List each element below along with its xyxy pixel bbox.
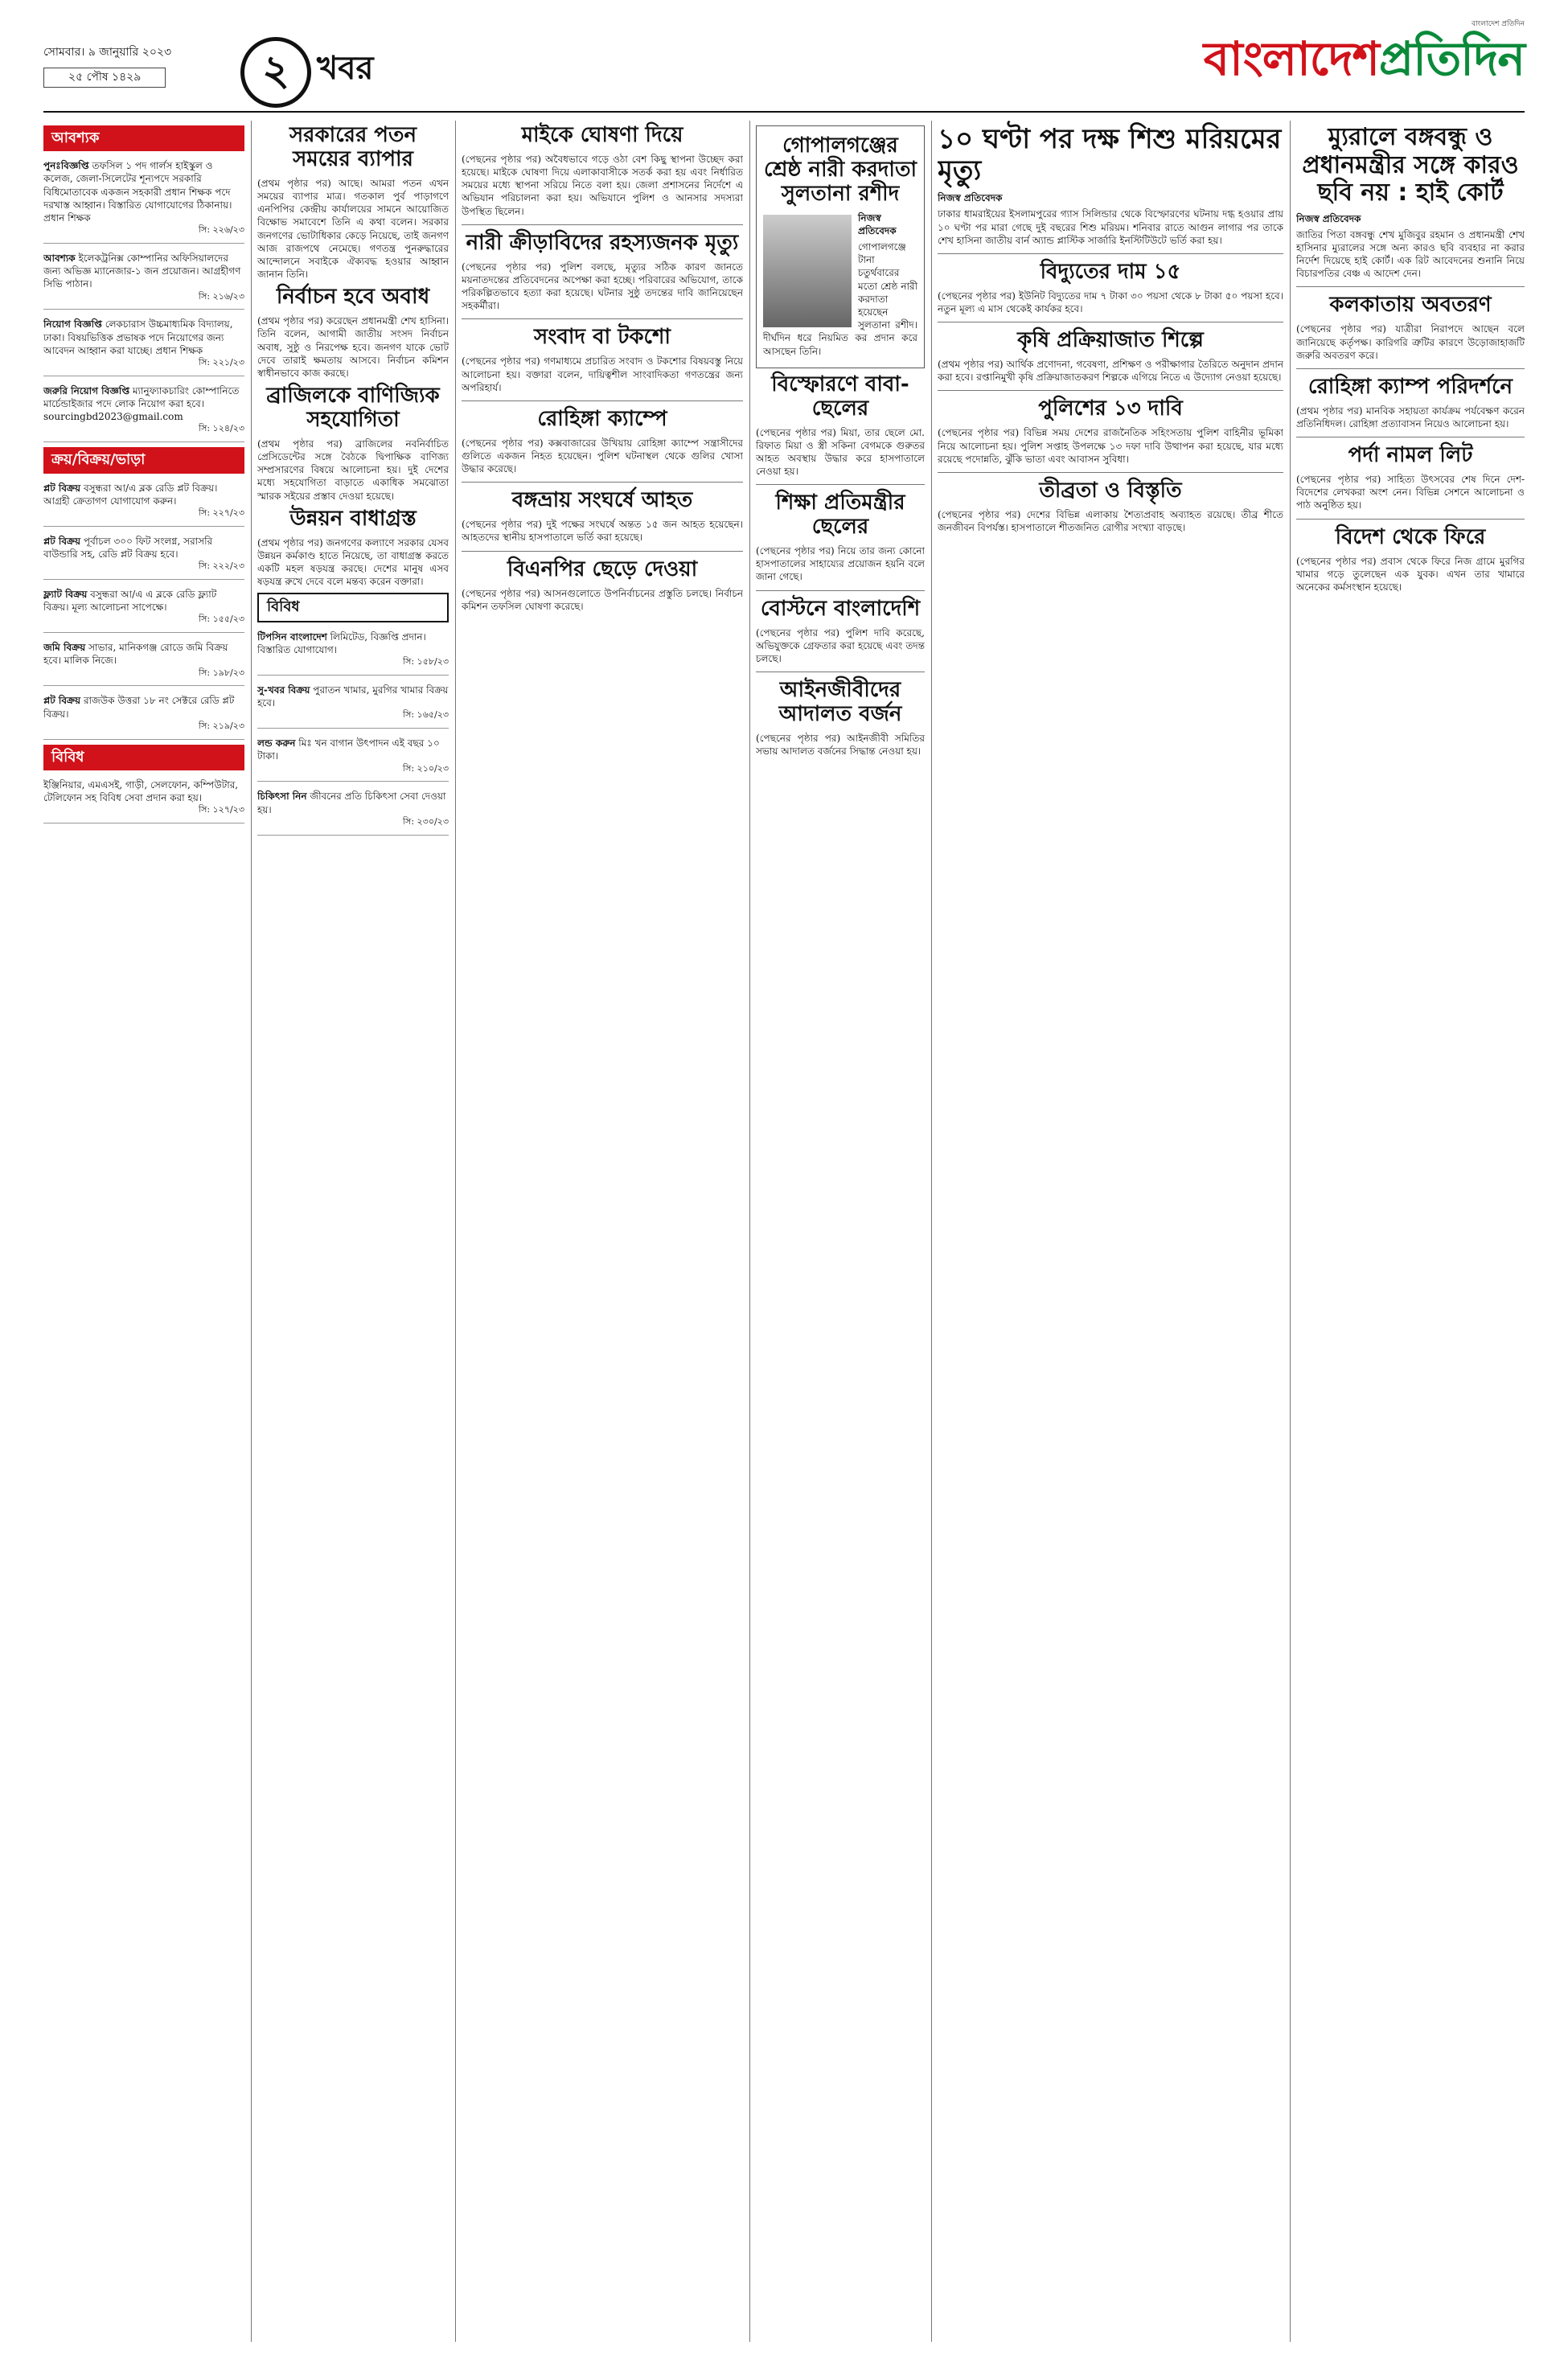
classified-ad [43,248,244,310]
headline: পুলিশের ১৩ দাবি [1038,396,1183,421]
ad-title: ফ্ল্যাট বিক্রয় [43,589,88,601]
divider [756,590,925,591]
misc-ad [43,775,244,824]
article-body: গোপালগঞ্জে টানা চতুর্থবারের মতো শ্রেষ্ঠ নারী করদাতা হয়েছেন সুলতানা রশীদ। দীর্ঘদিন ধরে নিয়মিত কর প্রদান করে আসছেন তিনি। [763,241,917,357]
headline: বিএনপির ছেড়ে দেওয়া [507,557,698,581]
article-body: (পেছনের পৃষ্ঠার পর) যাত্রীরা নিরাপদে আছেন বলে জানিয়েছে কর্তৃপক্ষ। কারিগরি ত্রুটির কারণে উড়োজাহাজটি জরুরি অবতরণ করে। [1296,323,1525,361]
byline: নিজস্ব প্রতিবেদক [858,212,897,236]
ad-title: জমি বিক্রয় [43,642,86,654]
ad-code: সি: ২২৬/২৩ [198,224,244,236]
divider [756,484,925,485]
classified-ad [43,381,244,442]
headline: গোপালগঞ্জের শ্রেষ্ঠ নারী করদাতা সুলতানা রশীদ [763,133,917,206]
buysell-ad [43,585,244,633]
ad-code: সি: ২১৯/২৩ [198,720,244,731]
ad-text: পূর্বাচল ৩০০ ফিট সংলগ্ন, সরাসরি বাউন্ডারি সহ, রেডি প্লট বিক্রয় হবে। [43,535,213,560]
ad-title: আবশ্যক [43,253,76,265]
headline: নির্বাচন হবে অবাধ [276,285,430,310]
news-column-5 [938,121,1283,2332]
ad-code: সি: ১৫৮/২৩ [402,656,449,667]
misc-ad [257,733,449,782]
ad-text: জীবনের প্রতি চিকিৎসা সেবা দেওয়া হয়। [257,791,446,815]
divider [938,472,1283,473]
article-body: (প্রথম পৃষ্ঠার পর) আছে। আমরা পতন এখন সময়ের ব্যাপার মাত্র। গতকাল পুর্ব পাড়াগণে এনপিপির কেন্দ্রীয় কার্যালয়ের সামনে আয়োজিত বিক্ষোভ সমাবেশে তিনি এ কথা বলেন। সরকার জনগণের ভোটাধিকার কেড়ে নিয়েছে, তাই জনগণ আজ রাজপথে নেমেছে। গণতন্ত্র পুনরুদ্ধারের আন্দোলনে সবাইকে ঐক্যবদ্ধ হওয়ার আহ্বান জানান তিনি। [257,177,449,281]
news-column-2 [257,121,449,2332]
article-body: (পেছনের পৃষ্ঠার পর) নিয়ে তার জন্য কোনো হাসপাতালের সাহায্যের প্রয়োজন হয়নি বলে জানা গেছে। [756,545,925,583]
buysell-ad [43,638,244,686]
ad-text: বসুন্ধরা আ/এ এ ব্লকে রেডি ফ্ল্যাট বিক্রয়। মূল্য আলোচনা সাপেক্ষে। [43,589,217,614]
classifieds-header: আবশ্যক [43,125,244,151]
headline: ম্যুরালে বঙ্গবন্ধু ও প্রধানমন্ত্রীর সঙ্গে কারও ছবি নয় : হাই কোর্ট [1302,123,1519,207]
classifieds-column [43,121,244,2332]
buysell-ad [43,691,244,739]
bangla-date: ২৫ পৌষ ১৪২৯ [43,68,166,88]
article-body: (পেছনের পৃষ্ঠার পর) সাহিত্য উৎসবের শেষ দিনে দেশ-বিদেশের লেখকরা অংশ নেন। বিভিন্ন সেশনে আলোচনা ও পাঠ অনুষ্ঠিত হয়। [1296,474,1525,511]
ad-code: সি: ২১০/২৩ [402,762,449,774]
ad-code: সি: ১৫৫/২৩ [198,614,244,625]
section-name: খবর [317,50,374,87]
article-body: (পেছনের পৃষ্ঠার পর) অবৈধভাবে গড়ে ওঠা বেশ কিছু স্থাপনা উচ্ছেদ করা হয়েছে। মাইকে ঘোষণা দিয়ে এলাকাবাসীকে সতর্ক করা হয় এবং নির্ধারিত সময়ের মধ্যে স্থাপনা সরিয়ে নিতে বলা হয়। জেলা প্রশাসনের নির্দেশে এ অভিযান পরিচালনা করা হয়। অভিযানে পুলিশ ও আনসার সদস্যরা উপস্থিত ছিলেন। [462,153,743,217]
ad-title: সু-খবর বিক্রয় [257,684,310,696]
divider [938,253,1283,254]
divider [462,224,743,225]
column-divider [749,121,750,2342]
article-body: (প্রথম পৃষ্ঠার পর) করেছেন প্রধানমন্ত্রী শেখ হাসিনা। তিনি বলেন, আগামী জাতীয় সংসদ নির্বাচন অবাধ, সুষ্ঠু ও নিরপেক্ষ হবে। জনগণ যাকে ভোট দেবে তারাই ক্ষমতায় আসবে। নির্বাচন কমিশন স্বাধীনভাবে কাজ করছে। [257,315,449,379]
news-column-6 [1296,121,1525,2332]
ad-code: সি: ২১৬/২৩ [198,290,244,302]
logo-part-2: প্রতিদিন [1378,31,1525,86]
ad-title: নিয়োগ বিজ্ঞপ্তি [43,318,102,331]
masthead-rule [43,111,1525,113]
divider [462,551,743,552]
column-divider [455,121,456,2342]
article-body: (পেছনের পৃষ্ঠার পর) বিভিন্ন সময় দেশের রাজনৈতিক সহিংসতায় পুলিশ বাহিনীর ভূমিকা নিয়ে আলোচনা হয়। পুলিশ সপ্তাহ উপলক্ষে ১৩ দফা দাবি উত্থাপন করা হয়েছে, যার মধ্যে রয়েছে পদোন্নতি, ঝুঁকি ভাতা এবং আবাসন সুবিধা। [938,427,1283,465]
column-divider [1290,121,1291,2342]
headline: আইনজীবীদের আদালত বর্জন [778,678,902,726]
article-body: (প্রথম পৃষ্ঠার পর) জনগণের কল্যাণে সরকার যেসব উন্নয়ন কর্মকাণ্ড হাতে নিয়েছে, তা বাধাগ্রস্ত করতে একটি মহল ষড়যন্ত্র করছে। দেশের মানুষ এসব ষড়যন্ত্র রুখে দেবে বলে মন্তব্য করেন বক্তারা। [257,536,449,588]
ad-text: লিমিটেড, বিজ্ঞপ্তি প্রদান। বিস্তারিত যোগাযোগ। [257,630,426,655]
headline: বঙ্গভ্রায় সংঘর্ষে আহত [511,488,693,513]
ad-title: প্লট বিক্রয় [43,535,81,547]
article-body: (প্রথম পৃষ্ঠার পর) মানবিক সহায়তা কার্যক্রম পর্যবেক্ষণ করেন প্রতিনিধিদল। রোহিঙ্গা প্রত্যাবাসন নিয়েও আলোচনা হয়। [1296,405,1525,429]
divider [938,390,1283,391]
ad-text: রাজউক উত্তরা ১৮ নং সেক্টরে রেডি প্লট বিক্রয়। [43,695,235,720]
article-body: (পেছনের পৃষ্ঠার পর) পুলিশ দাবি করেছে, অভিযুক্তকে গ্রেফতার করা হয়েছে এবং তদন্ত চলছে। [756,626,925,664]
headline: উন্নয়ন বাধাগ্রস্ত [289,506,417,531]
ad-title: প্লট বিক্রয় [43,482,81,494]
article-body: (প্রথম পৃষ্ঠার পর) ব্রাজিলের নবনির্বাচিত প্রেসিডেন্টের সঙ্গে বৈঠকে দ্বিপাক্ষিক বাণিজ্য সম্প্রসারণের বিষয়ে আলোচনা হয়। দুই দেশের মধ্যে সহযোগিতা বাড়াতে একাধিক সমঝোতা স্মারক সইয়ের প্রস্তাব দেওয়া হয়েছে। [257,437,449,502]
headline: কলকাতায় অবতরণ [1329,293,1492,318]
ad-code: সি: ১৬৫/২৩ [402,709,449,721]
article-body: (পেছনের পৃষ্ঠার পর) প্রবাস থেকে ফিরে নিজ গ্রামে মুরগির খামার গড়ে তুলেছেন এক যুবক। এখন তার খামারে অনেকের কর্মসংস্থান হয়েছে। [1296,555,1525,593]
classified-ad [43,314,244,376]
divider [462,400,743,401]
headline: বিস্ফোরণে বাবা-ছেলের [771,372,909,421]
divider [1296,519,1525,520]
ad-text: সাভার, মানিকগঞ্জ রোডে জমি বিক্রয় হবে। মালিক নিজে। [43,642,228,667]
headline: সংবাদ বা টকশো [534,325,671,350]
ad-code: সি: ২২৭/২৩ [198,507,244,518]
headline: পর্দা নামল লিট [1348,443,1473,468]
ad-text: পুরাতন খামার, মুরগির খামার বিক্রয় হবে। [257,684,449,709]
ad-text: মিঃ খন বাগান উৎপাদন এই বছর ১০ টাকা। [257,737,440,762]
misc-ad [257,627,449,676]
ad-title: চিকিৎসা নিন [257,791,307,803]
buysell-header: ক্রয়/বিক্রয়/ভাড়া [43,447,244,473]
ad-text: লেকচারাস উচ্চমাধ্যমিক বিদ্যালয়, ঢাকা। বিষয়ভিত্তিক প্রভাষক পদে নিয়োগের জন্য আবেদন আহ্বান করা যাচ্ছে। প্রধান শিক্ষক [43,318,233,356]
ad-title: লন্ড করুন [257,737,296,750]
headline: রোহিঙ্গা ক্যাম্প পরিদর্শনে [1307,374,1513,399]
ad-code: সি: ১২৭/২৩ [198,804,244,815]
article-body: (পেছনের পৃষ্ঠার পর) দুই পক্ষের সংঘর্ষে অন্তত ১৫ জন আহত হয়েছেন। আহতদের স্থানীয় হাসপাতালে ভর্তি করা হয়েছে। [462,519,743,544]
headline: কৃষি প্রক্রিয়াজাত শিল্পে [1017,328,1204,353]
headline: বিদ্যুতের দাম ১৫ [1040,259,1181,284]
article-body: ঢাকার ধামরাইয়ের ইসলামপুরের গ্যাস সিলিন্ডার থেকে বিস্ফোরণের ঘটনায় দগ্ধ হওয়ার প্রায় ১০ ঘণ্টা পর মারা গেছে দুই বছরের শিশু মরিয়ম। শনিবার রাতে আগুন লাগার পর তাকে শেখ হাসিনা জাতীয় বার্ন অ্যান্ড প্লাস্টিক সার্জারি ইনস্টিটিউটে ভর্তি করা হয়। [938,208,1283,246]
headline: মাইকে ঘোষণা দিয়ে [521,123,683,147]
logo-tagline: বাংলাদেশ প্রতিদিন [1471,20,1525,28]
publication-date: সোমবার। ৯ জানুয়ারি ২০২৩ [43,46,172,59]
portrait-photo [763,215,852,327]
article-body: (পেছনের পৃষ্ঠার পর) ইউনিট বিদ্যুতের দাম ৭ টাকা ৩০ পয়সা থেকে ৮ টাকা ৫০ পয়সা হবে। নতুন মূল্য এ মাস থেকেই কার্যকর হবে। [938,290,1283,315]
headline: নারী ক্রীড়াবিদের রহস্যজনক মৃত্যু [466,230,739,255]
ad-code: সি: ২২১/২৩ [198,357,244,368]
column-divider [251,121,252,2342]
article-body: জাতির পিতা বঙ্গবন্ধু শেখ মুজিবুর রহমান ও প্রধানমন্ত্রী শেখ হাসিনার ম্যুরালের সঙ্গে অন্য কারও ছবি ব্যবহার না করার নির্দেশ দিয়েছে হাই কোর্ট। এক রিট আবেদনের শুনানি নিয়ে বিচারপতির বেঞ্চ এ আদেশ দেন। [1296,228,1525,280]
ad-code: সি: ১৯৮/২৩ [198,667,244,678]
logo-part-1: বাংলাদেশ [1203,31,1379,86]
feature-box [756,125,925,368]
article-body: (পেছনের পৃষ্ঠার পর) মিয়া, তার ছেলে মো. রিফাত মিয়া ও স্ত্রী সকিনা বেগমকে গুরুতর আহত অবস্থায় উদ্ধার করে হাসপাতালে নেওয়া হয়। [756,426,925,478]
ad-text: তফসিল ১ পদ গার্লস হাইস্কুল ও কলেজ, জেলা-সিলেটের শূন্যপদে সরকারি বিধিমোতাবেক একজন সহকারী প্রধান শিক্ষক পদে দরখাস্ত আহ্বান। বিস্তারিত যোগাযোগের ঠিকানায়। প্রধান শিক্ষক [43,160,232,224]
divider [462,318,743,319]
byline: নিজস্ব প্রতিবেদক [1296,212,1361,224]
divider [1296,286,1525,287]
article-body: (পেছনের পৃষ্ঠার পর) দেশের বিভিন্ন এলাকায় শৈত্যপ্রবাহ অব্যাহত রয়েছে। তীব্র শীতে জনজীবন বিপর্যস্ত। হাসপাতালে শীতজনিত রোগীর সংখ্যা বাড়ছে। [938,508,1283,533]
ad-title: পুনঃবিজ্ঞপ্তি [43,160,89,172]
ad-code: সি: ২২২/২৩ [198,561,244,572]
lead-headline: ১০ ঘণ্টা পর দক্ষ শিশু মরিয়মের মৃত্যু [938,123,1282,187]
ad-text: ইঞ্জিনিয়ার, এমএসই, গাড়ী, সেলফোন, কম্পিউটার, টেলিফোন সহ বিবিধ সেবা প্রদান করা হয়। [43,778,239,804]
headline: তীব্রতা ও বিস্তৃতি [1039,478,1182,503]
news-column-3 [462,121,743,2332]
misc-ad [257,787,449,835]
news-column-4 [756,121,925,2332]
headline: ব্রাজিলকে বাণিজ্যিক সহযোগিতা [266,384,440,432]
ad-title: প্লট বিক্রয় [43,695,81,707]
ad-title: জরুরি নিয়োগ বিজ্ঞপ্তি [43,384,130,396]
classified-ad [43,156,244,244]
masthead [43,5,1525,125]
divider [462,482,743,483]
article-body: (পেছনের পৃষ্ঠার পর) আসনগুলোতে উপনির্বাচনের প্রস্তুতি চলছে। নির্বাচন কমিশন তফসিল ঘোষণা করেছে। [462,587,743,612]
divider [1296,368,1525,369]
ad-title: টিপসিন বাংলাদেশ [257,630,327,643]
headline: সরকারের পতন সময়ের ব্যাপার [289,123,417,171]
article-body: (পেছনের পৃষ্ঠার পর) পুলিশ বলছে, মৃত্যুর সঠিক কারণ জানতে ময়নাতদন্তের প্রতিবেদনের অপেক্ষা করা হচ্ছে। পরিবারের অভিযোগ, তাকে পরিকল্পিতভাবে হত্যা করা হয়েছে। ঘটনার সুষ্ঠু তদন্তের দাবি জানিয়েছেন সহকর্মীরা। [462,261,743,312]
byline: নিজস্ব প্রতিবেদক [938,192,1003,204]
article-body: (পেছনের পৃষ্ঠার পর) কক্সবাজারের উখিয়ায় রোহিঙ্গা ক্যাম্পে সন্ত্রাসীদের গুলিতে একজন নিহত হয়েছেন। পুলিশ ঘটনাস্থল থেকে গুলির খোসা উদ্ধার করেছে। [462,437,743,475]
newspaper-logo [1204,27,1525,90]
page-number: ২ [240,37,311,108]
misc-header: বিবিধ [257,593,449,622]
headline: বোস্টনে বাংলাদেশি [760,596,921,621]
article-body: (পেছনের পৃষ্ঠার পর) গণমাধ্যমে প্রচারিত সংবাদ ও টকশোর বিষয়বস্তু নিয়ে আলোচনা হয়। বক্তারা বলেন, দায়িত্বশীল সাংবাদিকতা গণতন্ত্রের জন্য অপরিহার্য। [462,355,743,393]
ad-code: সি: ২৩০/২৩ [402,815,449,827]
ad-code: সি: ১২৪/২৩ [198,423,244,434]
buysell-ad [43,478,244,527]
buysell-ad [43,532,244,580]
headline: শিক্ষা প্রতিমন্ত্রীর ছেলের [775,491,905,540]
column-divider [931,121,932,2342]
headline: রোহিঙ্গা ক্যাম্পে [537,406,667,431]
headline: বিদেশ থেকে ফিরে [1335,524,1486,549]
ad-text: ম্যানুফ্যাকচারিং কোম্পানিতে মার্চেন্ডাইজার পদে লোক নিয়োগ করা হবে। sourcingbd2023@gmail.com [43,384,240,423]
article-body: (প্রথম পৃষ্ঠার পর) আর্থিক প্রণোদনা, গবেষণা, প্রশিক্ষণ ও পরীক্ষাগার তৈরিতে অনুদান প্রদান করা হবে। রপ্তানিমুখী কৃষি প্রক্রিয়াজাতকরণ শিল্পকে এগিয়ে নিতে এ উদ্যোগ নেওয়া হয়েছে। [938,359,1283,384]
ad-text: ইলেকট্রনিক্স কোম্পানির অফিসিয়ালদের জন্য অভিজ্ঞ ম্যানেজার-১ জন প্রয়োজন। আগ্রহীগণ সিভি পাঠান। [43,253,241,290]
article-body: (পেছনের পৃষ্ঠার পর) আইনজীবী সমিতির সভায় আদালত বর্জনের সিদ্ধান্ত নেওয়া হয়। [756,732,925,758]
misc-ad [257,680,449,729]
misc-header: বিবিধ [43,745,244,770]
ad-text: বসুন্ধরা আ/এ ব্লক রেডি প্লট বিক্রয়। আগ্রহী ক্রেতাগণ যোগাযোগ করুন। [43,482,218,507]
